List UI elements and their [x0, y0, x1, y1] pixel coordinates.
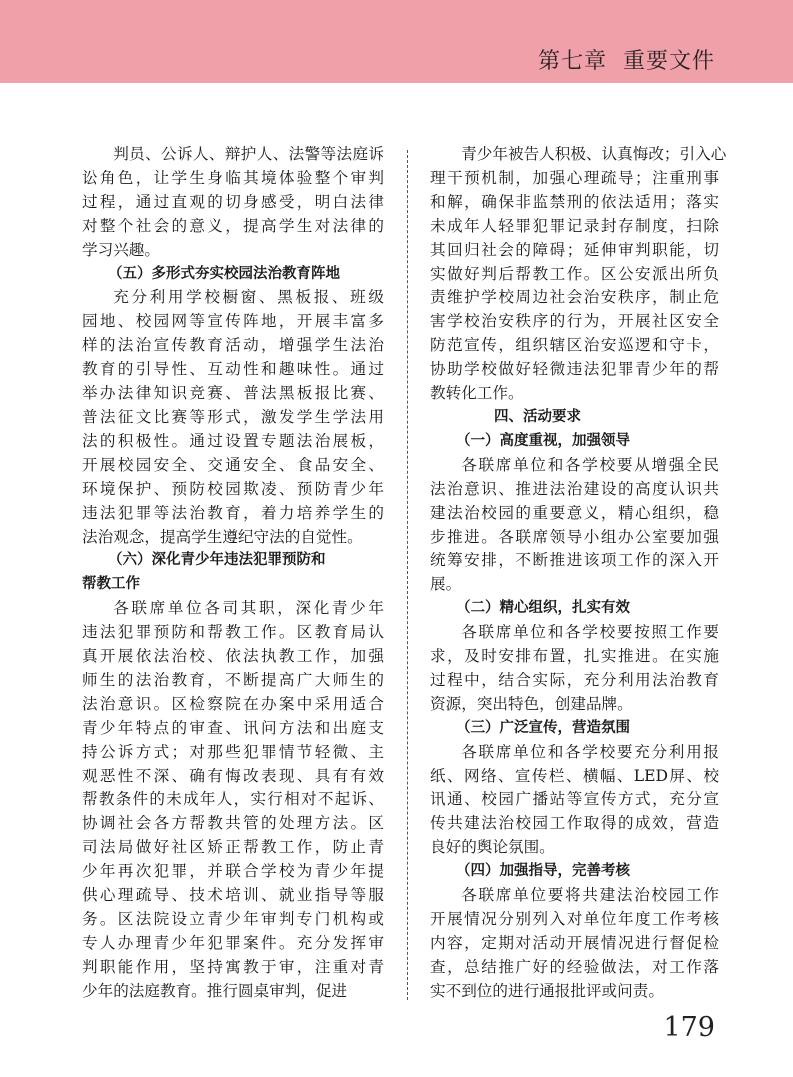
text-line: 法治意识、推进法治建设的高度认识共	[430, 479, 719, 498]
text-line: 学习兴趣。	[82, 240, 160, 259]
text-line: 未成年人轻罪犯罪记录封存制度，扫除	[430, 216, 719, 235]
text-line: 环境保护、预防校园欺凌、预防青少年	[82, 479, 384, 498]
text-line: 青少年特点的审查、讯问方法和出庭支	[82, 718, 384, 737]
text-line: 专人办理青少年犯罪案件。充分发挥审	[82, 933, 384, 952]
text-line: 判员、公诉人、辩护人、法警等法庭诉	[113, 145, 384, 163]
paragraph	[430, 454, 719, 597]
text-line: 讼角色，让学生身临其境体验整个审判	[82, 168, 384, 187]
text-line: 司法局做好社区矫正帮教工作，防止青	[82, 838, 384, 857]
subsection-heading	[430, 860, 719, 884]
paragraph	[430, 741, 719, 861]
text-line: （二）精心组织，扎实有效	[456, 600, 630, 617]
text-line: 持公诉方式；对那些犯罪情节轻微、主	[82, 742, 384, 761]
right-column	[430, 143, 727, 1004]
text-line: 过程，通过直观的切身感受，明白法律	[82, 192, 384, 211]
text-line: 少年再次犯罪，并联合学校为青少年提	[82, 862, 384, 881]
text-line: 对整个社会的意义，提高学生对法律的	[82, 216, 384, 235]
text-line: （一）高度重视，加强领导	[456, 432, 630, 449]
text-line: 展。	[430, 575, 462, 594]
text-line: 开展情况分别列入对单位年度工作考核	[430, 910, 719, 928]
text-line: 真开展依法治校、依法执教工作，加强	[82, 647, 384, 666]
text-line: 各联席单位要将共建法治校园工作	[461, 886, 719, 905]
text-line: 帮教工作	[82, 576, 140, 593]
text-line: 教育的引导性、互动性和趣味性。通过	[82, 360, 384, 379]
paragraph	[82, 286, 384, 549]
text-line: 查，总结推广好的经验做法，对工作落	[430, 957, 719, 976]
text-line: 求，及时安排布置，扎实推进。在实施	[430, 647, 719, 666]
text-line: 统筹安排，不断推进该项工作的深入开	[430, 551, 719, 570]
text-line: 建法治校园的重要意义，精心组织，稳	[430, 503, 719, 522]
text-line: 其回归社会的障碍；延伸审判职能，切	[430, 240, 719, 259]
text-line: 开展校园安全、交通安全、食品安全、	[82, 455, 384, 474]
paragraph	[430, 143, 727, 406]
text-line: 协调社会各方帮教共管的处理方法。区	[82, 814, 384, 833]
column-divider	[407, 150, 408, 1000]
text-line: 法治观念，提高学生遵纪守法的自觉性。	[82, 527, 363, 546]
subsection-heading	[82, 549, 384, 597]
text-line: 害学校治安秩序的行为，开展社区安全	[430, 312, 719, 331]
text-line: 帮教条件的未成年人，实行相对不起诉、	[82, 790, 384, 809]
subsection-heading	[430, 717, 719, 741]
text-line: 观恶性不深、确有悔改表现、具有有效	[82, 766, 384, 785]
text-line: 资源，突出特色，创建品牌。	[430, 694, 633, 713]
text-line: 样的法治宣传教育活动，增强学生法治	[82, 336, 384, 355]
chapter-title: 第七章 重要文件	[538, 49, 715, 74]
paragraph	[82, 597, 384, 1003]
text-line: 违法犯罪等法治教育，着力培养学生的	[82, 503, 384, 522]
text-line: 过程中，结合实际，充分利用法治教育	[430, 670, 719, 689]
text-line: 违法犯罪预防和帮教工作。区教育局认	[82, 623, 384, 642]
paragraph	[430, 884, 719, 1004]
text-line: 和解，确保非监禁刑的依法适用；落实	[430, 192, 719, 211]
text-line: 务。区法院设立青少年审判专门机构或	[82, 910, 384, 928]
left-column	[82, 143, 384, 1004]
text-line: 普法征文比赛等形式，激发学生学法用	[82, 407, 384, 426]
text-line: 实不到位的进行通报批评或问责。	[430, 981, 664, 1000]
text-line: 供心理疏导、技术培训、就业指导等服	[82, 886, 384, 905]
text-line: 法的积极性。通过设置专题法治展板，	[82, 431, 384, 450]
text-line: 责维护学校周边社会治安秩序，制止危	[430, 288, 719, 307]
text-line: 各联席单位和各学校要从增强全民	[461, 455, 719, 474]
text-line: 纸、网络、宣传栏、横幅、LED屏、校	[430, 766, 719, 785]
text-line: 各联席单位各司其职，深化青少年	[113, 599, 384, 618]
text-line: 举办法律知识竞赛、普法黑板报比赛、	[82, 384, 384, 403]
text-line: 各联席单位和各学校要充分利用报	[461, 742, 719, 761]
text-line: 良好的舆论氛围。	[430, 838, 555, 857]
text-line: 步推进。各联席领导小组办公室要加强	[430, 527, 719, 546]
text-line: 讯通、校园广播站等宣传方式，充分宣	[430, 790, 719, 809]
page-number: 179	[663, 1012, 715, 1043]
text-line: 协助学校做好轻微违法犯罪青少年的帮	[430, 360, 719, 379]
text-line: 判职能作用，坚持寓教于审，注重对青	[82, 957, 384, 976]
text-line: （三）广泛宣传，营造氛围	[456, 719, 630, 736]
text-line: 传共建法治校园工作取得的成效，营造	[430, 814, 719, 833]
subsection-heading	[82, 263, 384, 287]
section-heading	[430, 406, 719, 430]
text-line: （五）多形式夯实校园法治教育阵地	[108, 265, 340, 282]
text-line: 实做好判后帮教工作。区公安派出所负	[430, 264, 719, 283]
text-line: 园地、校园网等宣传阵地，开展丰富多	[82, 312, 384, 331]
text-line: （六）深化青少年违法犯罪预防和	[108, 552, 326, 569]
text-line: 青少年被告人积极、认真悔改；引入心	[461, 145, 727, 163]
paragraph	[82, 143, 384, 263]
text-line: 各联席单位和各学校要按照工作要	[461, 623, 719, 642]
text-line: 理干预机制，加强心理疏导；注重刑事	[430, 168, 719, 187]
text-line: （四）加强指导，完善考核	[456, 863, 630, 880]
text-line: 防范宣传，组织辖区治安巡逻和守卡，	[430, 336, 719, 355]
text-line: 内容，定期对活动开展情况进行督促检	[430, 933, 719, 952]
subsection-heading	[430, 430, 719, 454]
text-line: 充分利用学校橱窗、黑板报、班级	[113, 288, 384, 307]
paragraph	[430, 621, 719, 717]
text-line: 四、活动要求	[494, 408, 581, 425]
text-line: 少年的法庭教育。推行圆桌审判，促进	[82, 981, 348, 1000]
text-line: 师生的法治教育，不断提高广大师生的	[82, 670, 384, 689]
subsection-heading	[430, 597, 719, 621]
text-line: 教转化工作。	[430, 384, 524, 403]
text-line: 法治意识。区检察院在办案中采用适合	[82, 694, 384, 713]
